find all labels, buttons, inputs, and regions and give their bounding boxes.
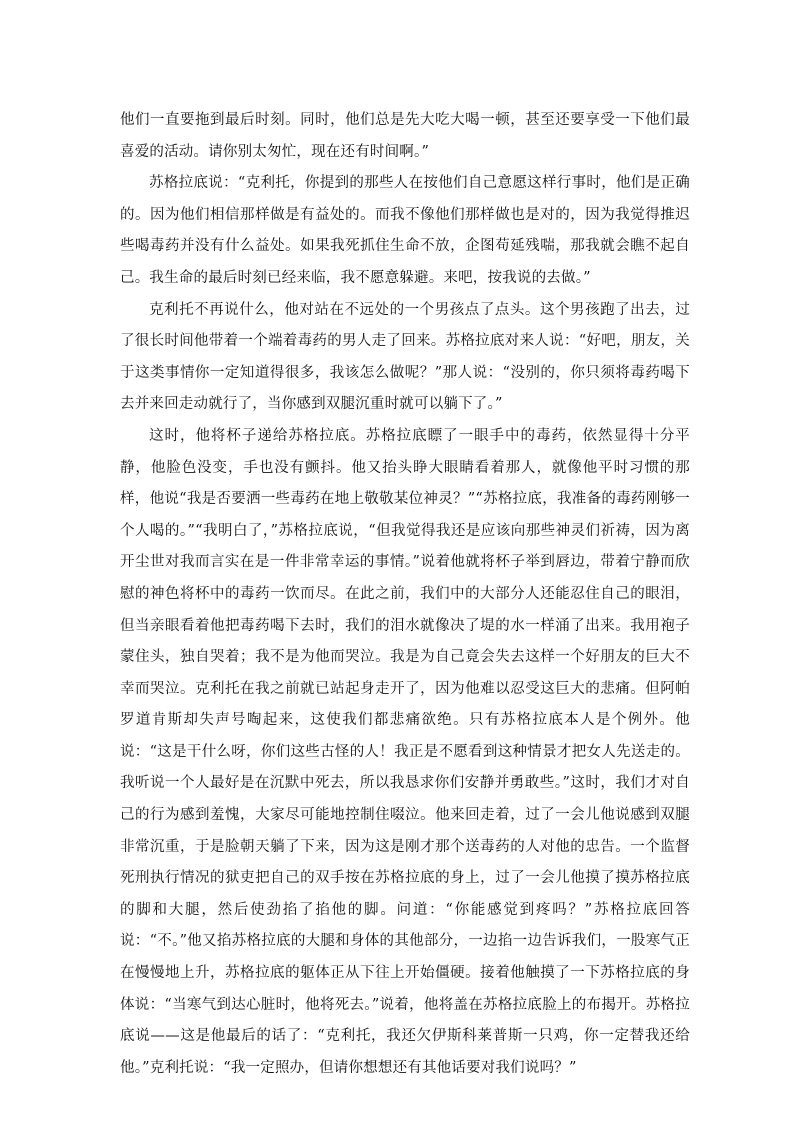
paragraph-poison-bearer: 克利托不再说什么，他对站在不远处的一个男孩点了点头。这个男孩跑了出去，过了很长时间他带着一个端着毒药的男人走了回来。苏格拉底对来人说：“好吧，朋友，关于这类事情你一定知道得很多，我该怎么做呢？”那人说：“没别的，你只须将毒药喝下去并来回走动就行了，当你感到双腿沉重时就可以躺下了。”	[120, 301, 690, 413]
paragraph-continuation: 他们一直要拖到最后时刻。同时，他们总是先大吃大喝一顿，甚至还要享受一下他们最喜爱的活动。请你别太匆忙，现在还有时间啊。”	[120, 112, 690, 160]
paragraph-death-scene: 这时，他将杯子递给苏格拉底。苏格拉底瞟了一眼手中的毒药，依然显得十分平静，他脸色没变，手也没有颤抖。他又抬头睁大眼睛看着那人，就像他平时习惯的那样，他说“我是否要洒一些毒药在地上敬敬某位神灵？”“苏格拉底，我准备的毒药刚够一个人喝的。”“我明白了，”苏格拉底说，“但我觉得我还是应该向那些神灵们祈祷，因为离开尘世对我而言实在是一件非常幸运的事情。”说着他就将杯子举到唇边，带着宁静而欣慰的神色将杯中的毒药一饮而尽。在此之前，我们中的大部分人还能忍住自己的眼泪，但当亲眼看着他把毒药喝下去时，我们的泪水就像决了堤的水一样涌了出来。我用袍子蒙住头，独自哭着；我不是为他而哭泣。我是为自己竟会失去这样一个好朋友的巨大不幸而哭泣。克利托在我之前就已站起身走开了，因为他难以忍受这巨大的悲痛。但阿帕罗道肯斯却失声号啕起来，这使我们都悲痛欲绝。只有苏格拉底本人是个例外。他说：“这是干什么呀，你们这些古怪的人！我正是不愿看到这种情景才把女人先送走的。我听说一个人最好是在沉默中死去，所以我恳求你们安静并勇敢些。”这时，我们才对自己的行为感到羞愧，大家尽可能地控制住啜泣。他来回走着，过了一会儿他说感到双腿非常沉重，于是脸朝天躺了下来，因为这是刚才那个送毒药的人对他的忠告。一个监督死刑执行情况的狱吏把自己的双手按在苏格拉底的身上，过了一会儿他摸了摸苏格拉底的脚和大腿，然后使劲掐了掐他的脚。问道：“你能感觉到疼吗？”苏格拉底回答说：“不。”他又掐苏格拉底的大腿和身体的其他部分，一边掐一边告诉我们，一股寒气正在慢慢地上升，苏格拉底的躯体正从下往上开始僵硬。接着他触摸了一下苏格拉底的身体说：“当寒气到达心脏时，他将死去。”说着，他将盖在苏格拉底脸上的布揭开。苏格拉底说——这是他最后的话了：“克利托，我还欠伊斯科莱普斯一只鸡，你一定替我还给他。”克利托说：“我一定照办，但请你想想还有其他话要对我们说吗？”	[120, 427, 690, 1076]
document-page	[120, 105, 690, 1084]
paragraph-socrates-reply: 苏格拉底说：“克利托，你提到的那些人在按他们自己意愿这样行事时，他们是正确的。因为他们相信那样做是有益处的。而我不像他们那样做也是对的，因为我觉得推迟些喝毒药并没有什么益处。如果我死抓住生命不放，企图苟延残喘，那我就会瞧不起自己。我生命的最后时刻已经来临，我不愿意躲避。来吧，按我说的去做。”	[120, 175, 690, 286]
